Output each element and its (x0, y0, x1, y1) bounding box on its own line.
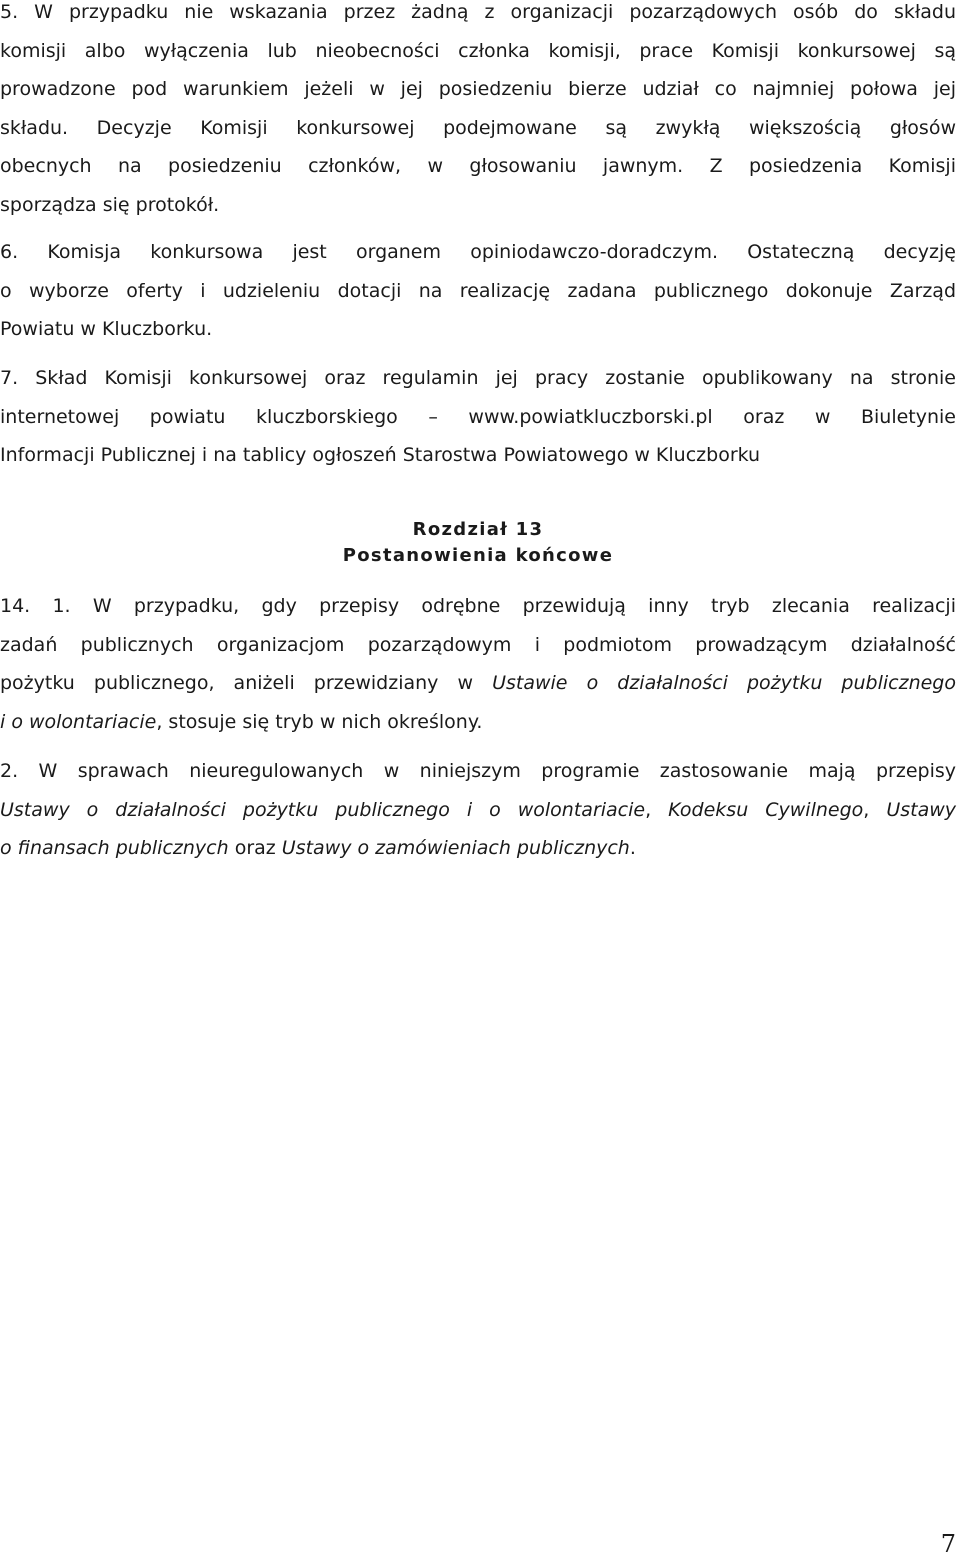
paragraph-14-1 (0, 587, 956, 741)
act-title-italic: o finansach publicznych (0, 837, 229, 859)
text-line: 14. 1. W przypadku, gdy przepisy odrębne przewidują inny tryb zlecania realizacji (0, 595, 956, 617)
text-line: 7. Skład Komisji konkursowej oraz regulamin jej pracy zostanie opublikowany na stronie (0, 367, 956, 389)
text-run: , (863, 798, 887, 821)
text-line (0, 664, 956, 703)
text-line: składu. Decyzje Komisji konkursowej podejmowane są zwykłą większością głosów (0, 116, 956, 139)
text-line: Powiatu w Kluczborku. (0, 318, 213, 340)
paragraph-7 (0, 359, 956, 475)
paragraph-5 (0, 0, 956, 224)
text-run: . (629, 837, 636, 859)
text-line: obecnych na posiedzeniu członków, w głosowaniu jawnym. Z posiedzenia Komisji (0, 155, 956, 177)
text-line (0, 829, 956, 868)
act-title-italic: Ustawy o zamówieniach publicznych (281, 837, 630, 859)
text-line: komisji albo wyłączenia lub nieobecności członka komisji, prace Komisji konkursowej są (0, 39, 956, 62)
text-line: sporządza się protokół. (0, 193, 220, 216)
act-title-italic: i o wolontariacie (0, 710, 157, 733)
text-line: 5. W przypadku nie wskazania przez żadną z organizacji pozarządowych osób do składu (0, 1, 956, 23)
paragraph-6 (0, 233, 956, 349)
act-title-italic: Ustawy (886, 798, 956, 821)
chapter-title: Rozdział 13 (412, 519, 544, 540)
act-title-italic: Ustawy o działalności pożytku publicznego i o wolontariacie (0, 798, 646, 821)
text-line: o wyborze oferty i udzieleniu dotacji na realizację zadana publicznego dokonuje Zarząd (0, 279, 956, 302)
text-run: , stosuje się tryb w nich określony. (156, 710, 483, 733)
act-title-italic: Kodeksu Cywilnego (668, 798, 864, 821)
text-run: , (645, 798, 669, 821)
text-line: zadań publicznych organizacjom pozarządowym i podmiotom prowadzącym działalność (0, 633, 956, 656)
page-number: 7 (940, 1530, 956, 1558)
paragraph-14-2 (0, 752, 956, 868)
text-line: Informacji Publicznej i na tablicy ogłoszeń Starostwa Powiatowego w Kluczborku (0, 444, 761, 466)
text-line (0, 791, 956, 830)
text-line: 2. W sprawach nieuregulowanych w niniejszym programie zastosowanie mają przepisy (0, 760, 956, 782)
text-run: pożytku publicznego, aniżeli przewidziany w (0, 672, 493, 694)
chapter-subtitle: Postanowienia końcowe (342, 545, 614, 566)
act-title-italic: Ustawie o działalności pożytku publicznego (492, 672, 956, 694)
text-line: internetowej powiatu kluczborskiego – www.powiatkluczborski.pl oraz w Biuletynie (0, 405, 956, 428)
text-run: oraz (228, 837, 282, 859)
text-line (0, 703, 956, 742)
text-line: prowadzone pod warunkiem jeżeli w jej posiedzeniu bierze udział co najmniej połowa jej (0, 78, 956, 100)
text-line: 6. Komisja konkursowa jest organem opiniodawczo-doradczym. Ostateczną decyzję (0, 241, 956, 263)
